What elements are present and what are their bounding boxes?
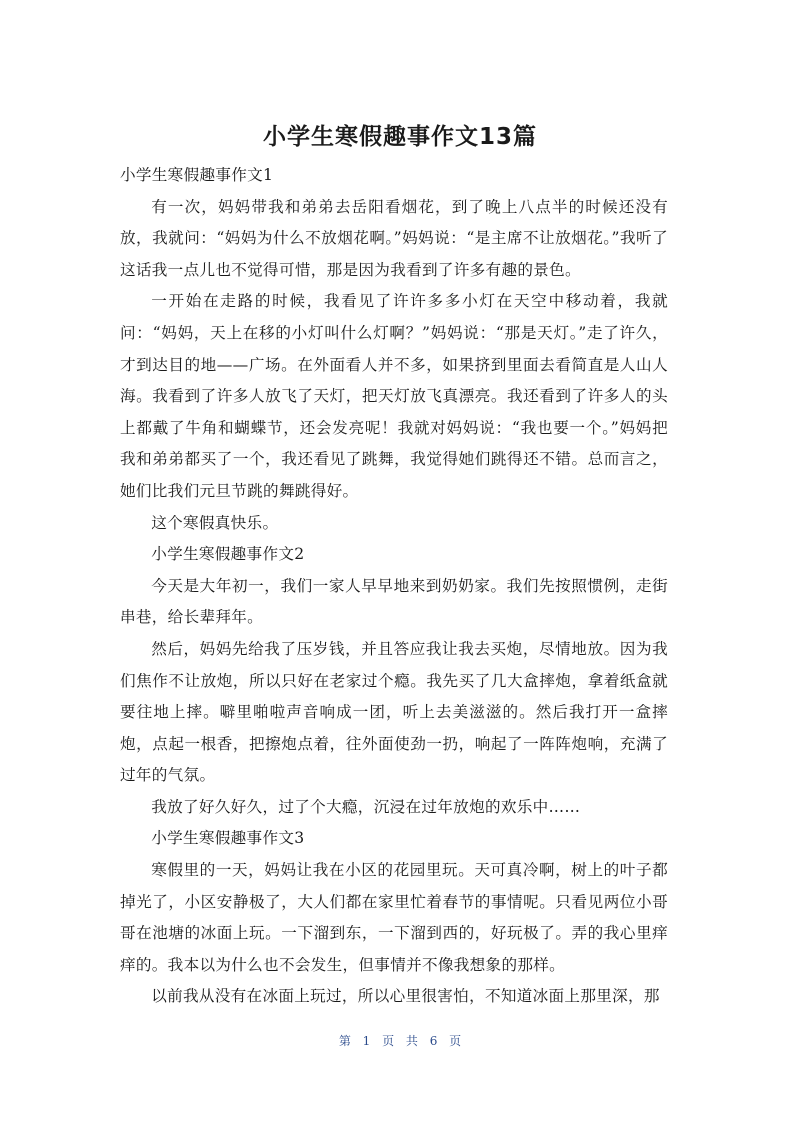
paragraph: 今天是大年初一，我们一家人早早地来到奶奶家。我们先按照惯例，走街串巷，给长辈拜年。 [120, 576, 668, 627]
page-number-footer: 第 1 页 共 6 页 [338, 1034, 462, 1048]
paragraph: 然后，妈妈先给我了压岁钱，并且答应我让我去买炮，尽情地放。因为我们焦作不让放炮，所以只好在老家过个瘾。我先买了几大盒摔炮，拿着纸盒就要往地上摔。噼里啪啦声音响成一团，听上去美滋滋的。然后我打开一盒摔炮，点起一根香，把擦炮点着，往外面使劲一扔，响起了一阵阵炮响，充满了过年的气氛。 [120, 639, 668, 785]
paragraph: 这个寒假真快乐。 [151, 513, 279, 532]
paragraph: 以前我从没有在冰面上玩过，所以心里很害怕，不知道冰面上那里深，那 [151, 987, 660, 1006]
section-heading-3: 小学生寒假趣事作文3 [151, 829, 305, 848]
paragraph: 一开始在走路的时候，我看见了许许多多小灯在天空中移动着，我就问：“妈妈，天上在移的小灯叫什么灯啊？”妈妈说：“那是天灯。”走了许久，才到达目的地——广场。在外面看人并不多，如果挤到里面去看简直是人山人海。我看到了许多人放飞了天灯，把天灯放飞真漂亮。我还看到了许多人的头上都戴了牛角和蝴蝶节，还会发亮呢！我就对妈妈说：“我也要一个。”妈妈把我和弟弟都买了一个，我还看见了跳舞，我觉得她们跳得还不错。总而言之，她们比我们元旦节跳的舞跳得好。 [120, 292, 668, 500]
paragraph: 寒假里的一天，妈妈让我在小区的花园里玩。天可真冷啊，树上的叶子都掉光了，小区安静极了，大人们都在家里忙着春节的事情呢。只看见两位小哥哥在池塘的冰面上玩。一下溜到东，一下溜到西的，好玩极了。弄的我心里痒痒的。我本以为什么也不会发生，但事情并不像我想象的那样。 [120, 861, 668, 974]
section-heading-1: 小学生寒假趣事作文1 [120, 166, 274, 184]
section-heading-2: 小学生寒假趣事作文2 [151, 545, 305, 564]
paragraph: 我放了好久好久，过了个大瘾，沉浸在过年放炮的欢乐中…… [151, 797, 581, 816]
document-body [120, 160, 668, 1013]
document-title: 小学生寒假趣事作文13篇 [262, 124, 537, 150]
paragraph: 有一次，妈妈带我和弟弟去岳阳看烟花，到了晚上八点半的时候还没有放，我就问：“妈妈为什么不放烟花啊。”妈妈说：“是主席不让放烟花。”我听了这话我一点儿也不觉得可惜，那是因为我看到了许多有趣的景色。 [120, 197, 668, 279]
